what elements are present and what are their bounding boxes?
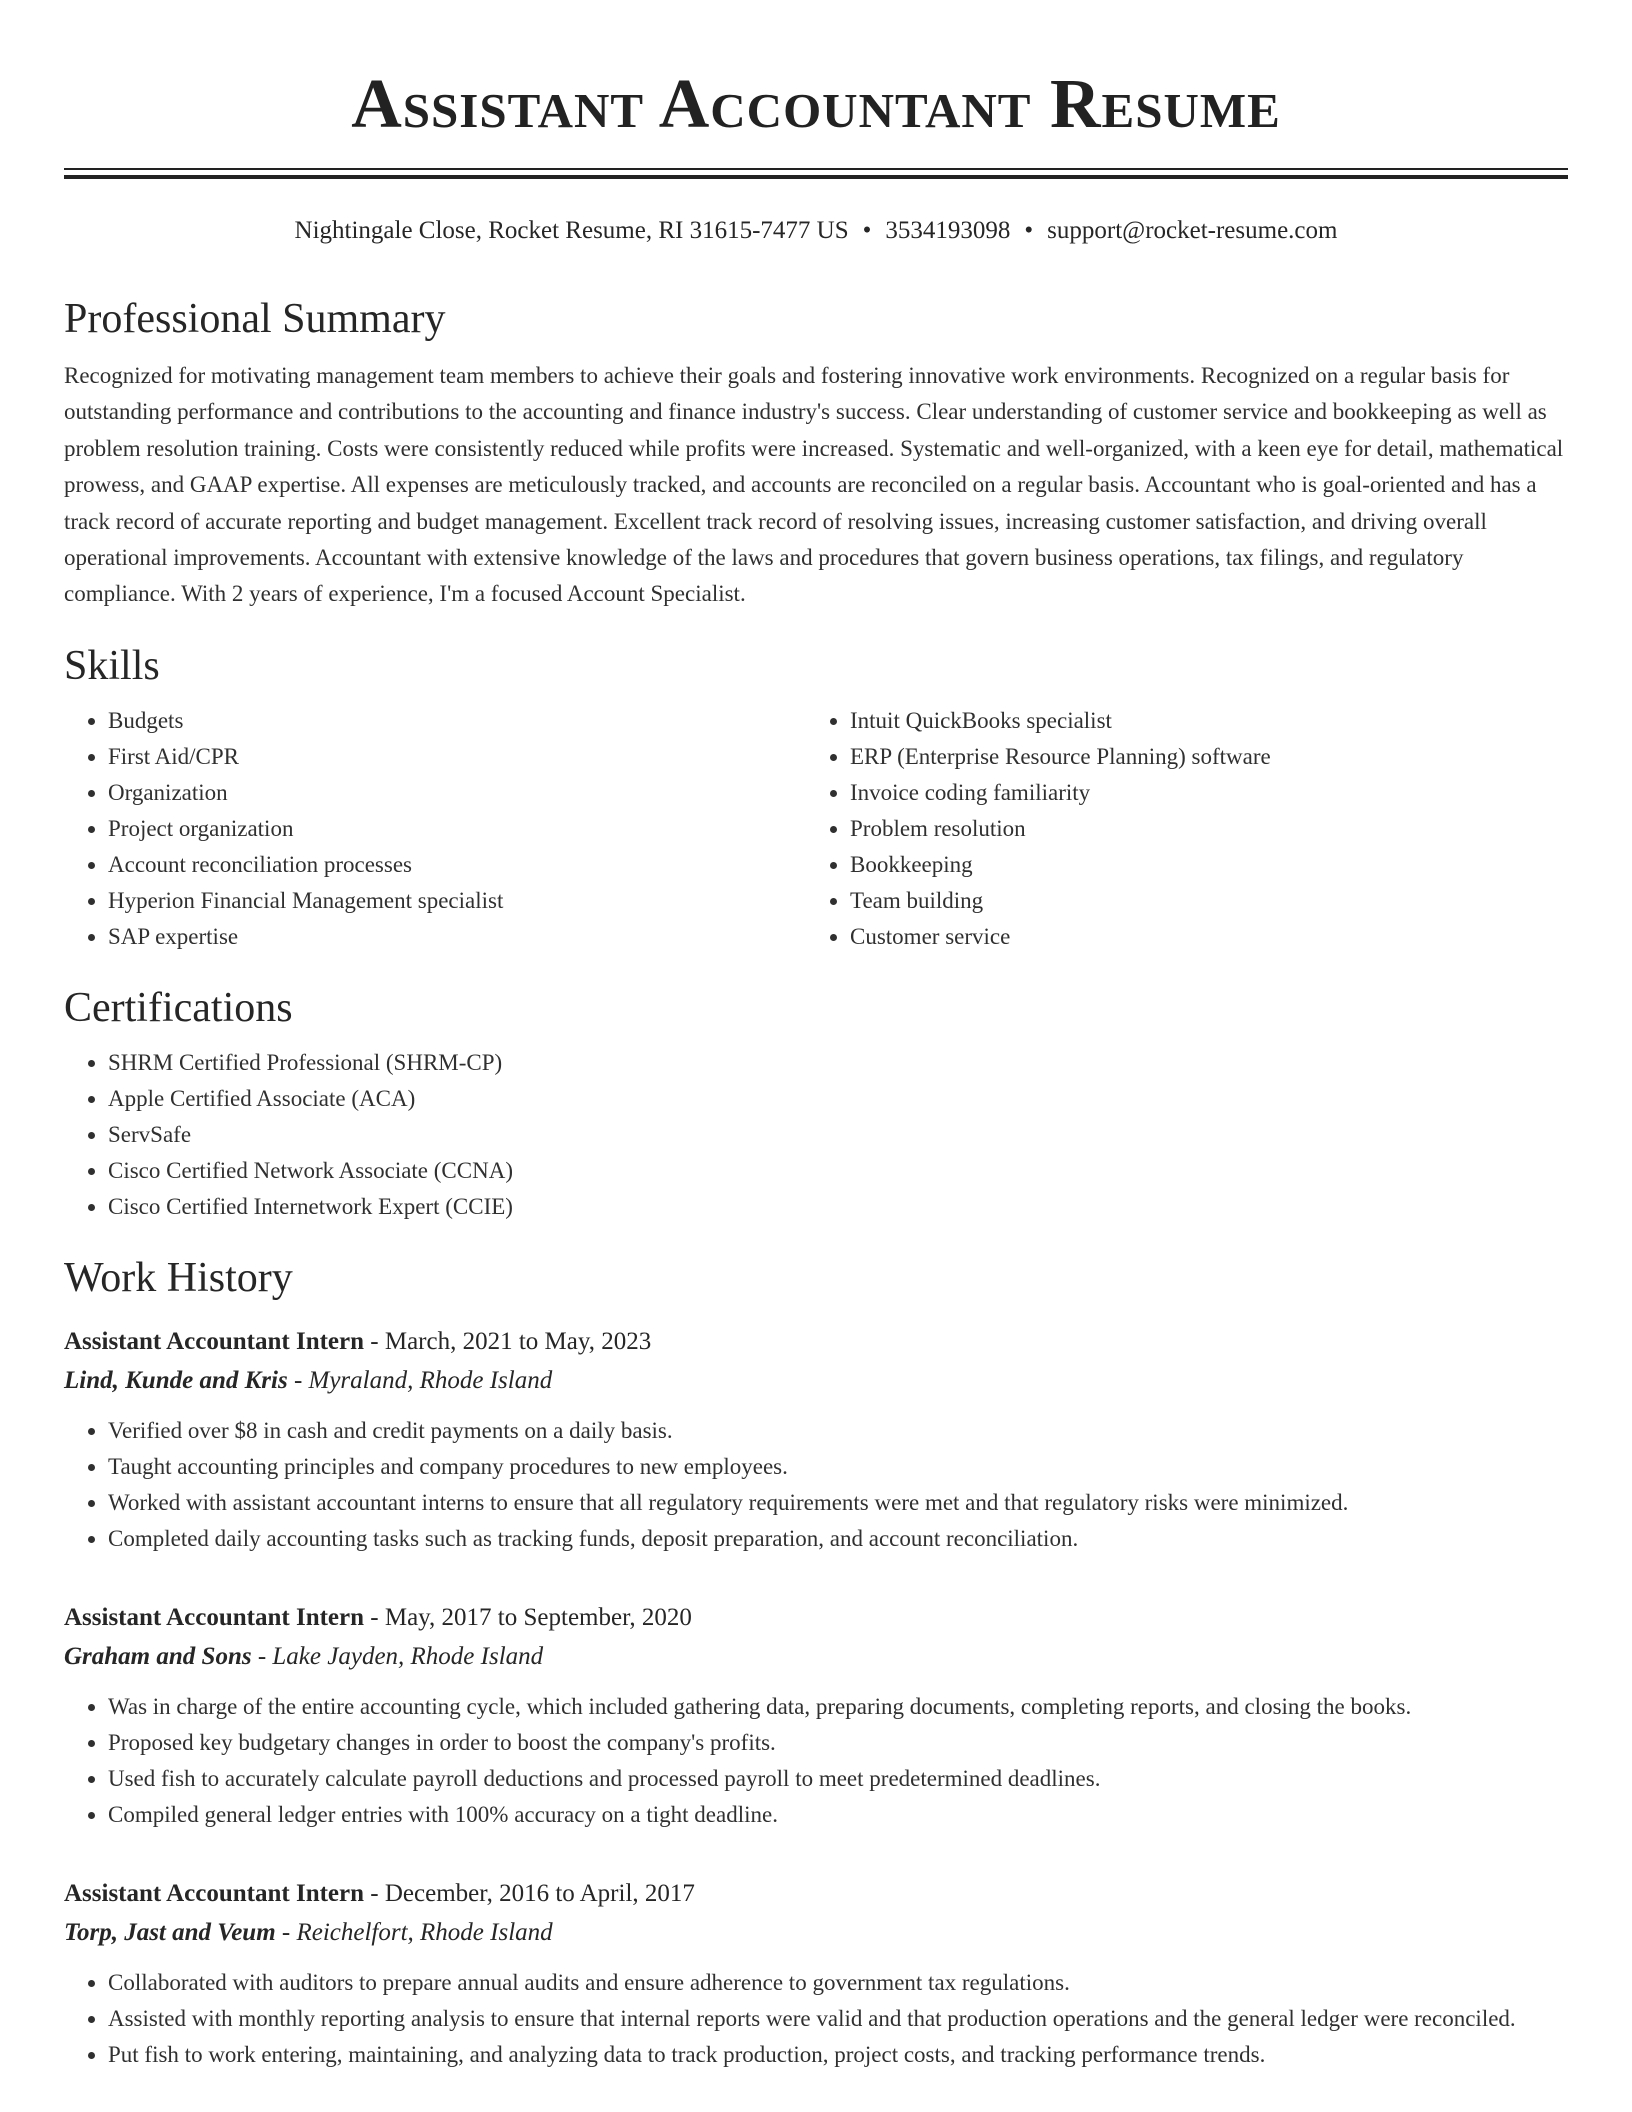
skill-item: • Hyperion Financial Management specialist	[108, 883, 806, 919]
certification-item: • Apple Certified Associate (ACA)	[108, 1081, 1568, 1117]
job-title: Assistant Accountant Intern	[64, 1603, 365, 1631]
skill-item: • Project organization	[108, 811, 806, 847]
skill-item: • Problem resolution	[850, 811, 1568, 847]
job-entry	[64, 1875, 1568, 2073]
certification-item: • Cisco Certified Network Associate (CCNA)	[108, 1153, 1568, 1189]
job-title: Assistant Accountant Intern	[64, 1327, 365, 1355]
skills-list-right	[806, 703, 1568, 955]
job-duty: • Put fish to work entering, maintaining, and analyzing data to track production, project costs, and tracking performance trends.	[108, 2037, 1568, 2073]
job-duties-list	[64, 1413, 1568, 1557]
page-title: Assistant Accountant Resume	[351, 66, 1281, 143]
certifications-section	[64, 981, 1568, 1225]
job-location: - Myraland, Rhode Island	[287, 1366, 553, 1394]
contact-phone[interactable]: 3534193098	[885, 217, 1011, 244]
skill-item: • Team building	[850, 883, 1568, 919]
job-duty: • Proposed key budgetary changes in order to boost the company's profits.	[108, 1725, 1568, 1761]
job-duty: • Used fish to accurately calculate payroll deductions and processed payroll to meet predetermined deadlines.	[108, 1761, 1568, 1797]
job-company: Torp, Jast and Veum	[64, 1918, 276, 1946]
job-location: - Reichelfort, Rhode Island	[275, 1918, 553, 1946]
certification-item: • SHRM Certified Professional (SHRM-CP)	[108, 1045, 1568, 1081]
job-title-line	[64, 1323, 1568, 1361]
job-duty: • Assisted with monthly reporting analysis to ensure that internal reports were valid and that production operations and the general ledger were reconciled.	[108, 2001, 1568, 2037]
skills-heading: Skills	[64, 642, 160, 689]
skill-item: • ERP (Enterprise Resource Planning) software	[850, 739, 1568, 775]
job-duty: • Verified over $8 in cash and credit payments on a daily basis.	[108, 1413, 1568, 1449]
skill-item: • Account reconciliation processes	[108, 847, 806, 883]
certifications-list	[64, 1045, 1568, 1225]
skill-item: • Budgets	[108, 703, 806, 739]
job-dates: - March, 2021 to May, 2023	[364, 1327, 652, 1355]
skills-list-left	[64, 703, 806, 955]
job-duty: • Was in charge of the entire accounting cycle, which included gathering data, preparing documents, completing reports, and closing the books.	[108, 1689, 1568, 1725]
job-duty: • Worked with assistant accountant interns to ensure that all regulatory requirements were met and that regulatory risks were minimized.	[108, 1485, 1568, 1521]
contact-address: Nightingale Close, Rocket Resume, RI 31615-7477 US	[294, 217, 849, 244]
skills-section	[64, 639, 1568, 955]
job-dates: - December, 2016 to April, 2017	[364, 1879, 695, 1907]
job-location: - Lake Jayden, Rhode Island	[251, 1642, 544, 1670]
job-company-line	[64, 1637, 1568, 1677]
skill-item: • Intuit QuickBooks specialist	[850, 703, 1568, 739]
work-history-section	[64, 1251, 1568, 2073]
resume-content	[64, 292, 1568, 2073]
job-duty: • Collaborated with auditors to prepare annual audits and ensure adherence to government tax regulations.	[108, 1965, 1568, 2001]
job-title-line	[64, 1599, 1568, 1637]
resume-page	[64, 0, 1568, 2067]
summary-section	[64, 292, 1568, 613]
job-duty: • Compiled general ledger entries with 100% accuracy on a tight deadline.	[108, 1797, 1568, 1833]
summary-text: Recognized for motivating management team members to achieve their goals and fostering innovative work environments. Recognized on a regular basis for outstanding performance and contributions to the accounting and finance industry's success. Clear understanding of customer service and bookkeeping as well as problem resolution training. Costs were consistently reduced while profits were increased. Systematic and well-organized, with a keen eye for detail, mathematical prowess, and GAAP expertise. All expenses are meticulously tracked, and accounts are reconciled on a regular basis. Accountant who is goal-oriented and has a track record of accurate reporting and budget management. Excellent track record of resolving issues, increasing customer satisfaction, and driving overall operational improvements. Accountant with extensive knowledge of the laws and procedures that govern business operations, tax filings, and regulatory compliance. With 2 years of experience, I'm a focused Account Specialist.	[64, 363, 1564, 607]
contact-separator: •	[1024, 217, 1034, 244]
job-duties-list	[64, 1689, 1568, 1833]
job-company-line	[64, 1913, 1568, 1953]
job-duties-list	[64, 1965, 1568, 2073]
header-divider-thin	[64, 168, 1568, 170]
job-entry	[64, 1323, 1568, 1557]
skill-item: • Bookkeeping	[850, 847, 1568, 883]
contact-line	[64, 214, 1568, 248]
job-title: Assistant Accountant Intern	[64, 1879, 365, 1907]
job-duty: • Taught accounting principles and company procedures to new employees.	[108, 1449, 1568, 1485]
contact-email[interactable]: support@rocket-resume.com	[1047, 217, 1338, 244]
certification-item: • ServSafe	[108, 1117, 1568, 1153]
skill-item: • Invoice coding familiarity	[850, 775, 1568, 811]
skill-item: • Organization	[108, 775, 806, 811]
job-dates: - May, 2017 to September, 2020	[364, 1603, 692, 1631]
skill-item: • First Aid/CPR	[108, 739, 806, 775]
contact-separator: •	[862, 217, 872, 244]
job-company: Lind, Kunde and Kris	[64, 1366, 288, 1394]
job-company-line	[64, 1361, 1568, 1401]
summary-heading: Professional Summary	[64, 296, 446, 342]
job-title-line	[64, 1875, 1568, 1913]
skill-item: • Customer service	[850, 919, 1568, 955]
job-company: Graham and Sons	[64, 1642, 252, 1670]
certifications-heading: Certifications	[64, 984, 293, 1031]
certification-item: • Cisco Certified Internetwork Expert (CCIE)	[108, 1189, 1568, 1225]
skills-columns	[64, 703, 1568, 955]
skill-item: • SAP expertise	[108, 919, 806, 955]
header-divider-thick	[64, 175, 1568, 179]
work-history-heading: Work History	[64, 1254, 293, 1301]
job-entry	[64, 1599, 1568, 1833]
job-duty: • Completed daily accounting tasks such as tracking funds, deposit preparation, and account reconciliation.	[108, 1521, 1568, 1557]
